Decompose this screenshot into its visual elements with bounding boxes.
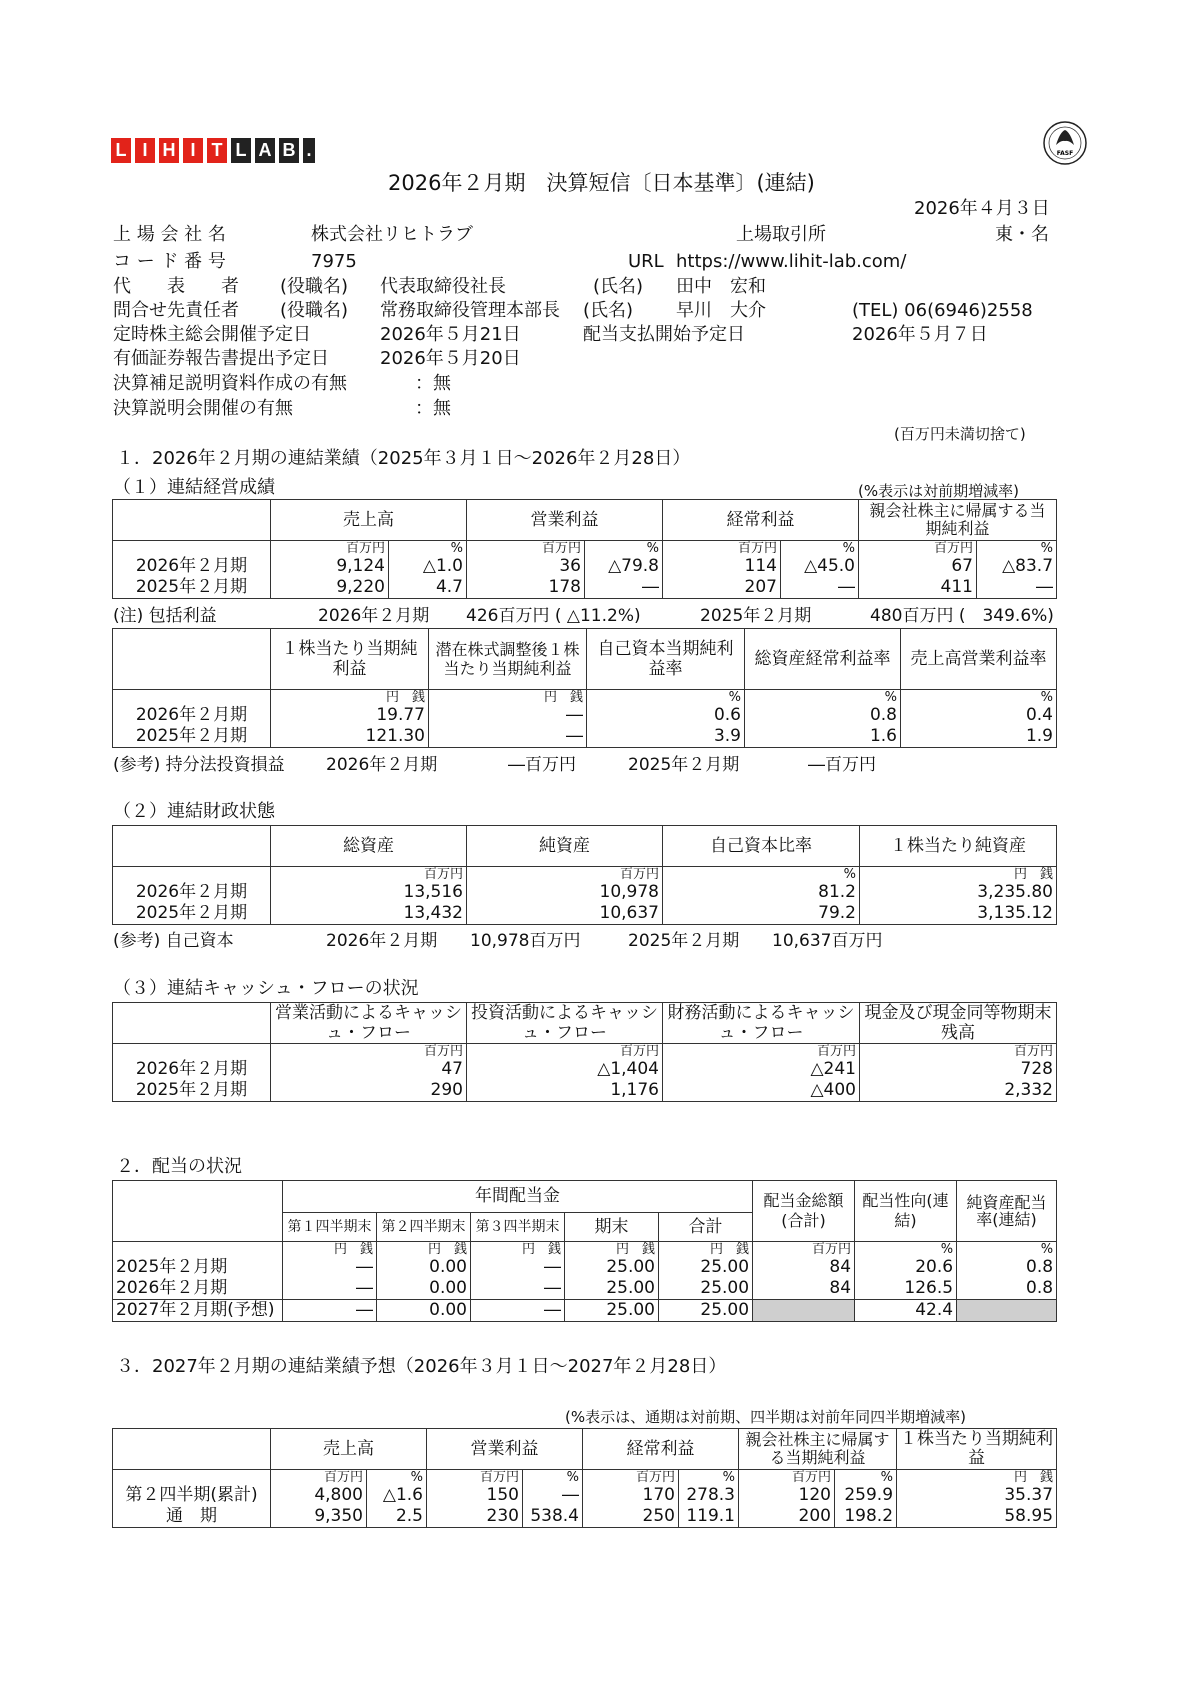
table-row: 2025年２月期 121.30 ― 3.9 1.6 1.9 xyxy=(113,726,1057,748)
seal-label: FASF xyxy=(1056,150,1074,157)
agm-label: 定時株主総会開催予定日 xyxy=(113,324,311,345)
contact-role: 常務取締役管理本部長 xyxy=(380,300,560,321)
equity-value-2: 10,637百万円 xyxy=(772,931,883,951)
code: 7975 xyxy=(311,251,357,272)
comprehensive-income-value-2: 480百万円 ( 349.6%) xyxy=(870,606,1054,626)
page-title: 2026年２月期 決算短信〔日本基準〕(連結) xyxy=(388,171,815,195)
cash-flow-table: 営業活動によるキャッシュ・フロー 投資活動によるキャッシュ・フロー 財務活動によるキャッシュ・フロー 現金及び現金同等物期末残高 百万円 百万円 百万円 百万円 2026年２月期 47 △1,404 △241 728 2025年２月期 290 1,176 △400 2,332 xyxy=(112,1002,1057,1102)
comprehensive-income-label: (注) 包括利益 xyxy=(113,606,217,626)
rep-role: 代表取締役社長 xyxy=(380,276,506,297)
comprehensive-income-period-1: 2026年２月期 xyxy=(318,606,430,626)
equity-label: (参考) 自己資本 xyxy=(113,931,234,951)
equity-method-period-2: 2025年２月期 xyxy=(628,755,740,775)
comprehensive-income-period-2: 2025年２月期 xyxy=(700,606,812,626)
table-row: 2026年２月期 13,516 10,978 81.2 3,235.80 xyxy=(113,882,1057,903)
url-label: URL xyxy=(628,251,664,272)
report-filing-date: 2026年５月20日 xyxy=(380,348,521,369)
equity-value-1: 10,978百万円 xyxy=(470,931,581,951)
equity-period-2: 2025年２月期 xyxy=(628,931,740,951)
exchange-label: 上場取引所 xyxy=(736,224,826,245)
contact-name: 早川 大介 xyxy=(676,300,766,321)
per-share-table: １株当たり当期純利益 潜在株式調整後１株当たり当期純利益 自己資本当期純利益率 総資産経常利益率 売上高営業利益率 円 銭 円 銭 % % % 2026年２月期 19.77 ― 0.6 0.8 0.4 2025年２月期 121.30 ― 3.9 1.6 1.9 xyxy=(112,628,1057,748)
table-row: 2027年２月期(予想) ― 0.00 ― 25.00 25.00 42.4 xyxy=(113,1300,1057,1322)
equity-method-value-2: ―百万円 xyxy=(808,755,876,775)
contact-label: 問合せ先責任者 xyxy=(113,300,239,321)
rep-name-label: (氏名) xyxy=(593,276,644,297)
percent-note: (%表示は対前期増減率) xyxy=(858,482,1019,500)
contact-role-label: (役職名) xyxy=(280,300,349,321)
rep-role-label: (役職名) xyxy=(280,276,349,297)
equity-method-period-1: 2026年２月期 xyxy=(326,755,438,775)
rep-name: 田中 宏和 xyxy=(676,276,766,297)
supplementary-label: 決算補足説明資料作成の有無 xyxy=(113,373,347,394)
table-row: 2025年２月期 ― 0.00 ― 25.00 25.00 84 20.6 0.8 xyxy=(113,1257,1057,1278)
section-3-heading: ３．2027年２月期の連結業績予想（2026年３月１日～2027年２月28日） xyxy=(116,1356,727,1377)
forecast-percent-note: (%表示は、通期は対前期、四半期は対前年同四半期増減率) xyxy=(565,1408,966,1426)
dividend-start-label: 配当支払開始予定日 xyxy=(583,324,745,345)
supplementary-value: ：無 xyxy=(415,373,451,394)
code-label: コ ー ド 番 号 xyxy=(113,251,226,272)
agm-date: 2026年５月21日 xyxy=(380,324,521,345)
table-row: 2025年２月期 9,220 4.7 178 ― 207 ― 411 ― xyxy=(113,577,1057,599)
comprehensive-income-value-1: 426百万円 ( △11.2%) xyxy=(466,606,641,626)
exchange: 東・名 xyxy=(995,224,1049,245)
representative-label: 代 表 者 xyxy=(113,276,239,297)
section-2-heading: ２．配当の状況 xyxy=(116,1156,242,1177)
report-filing-label: 有価証券報告書提出予定日 xyxy=(113,348,329,369)
table-row: 2025年２月期 13,432 10,637 79.2 3,135.12 xyxy=(113,903,1057,925)
table-row: 通 期 9,350 2.5 230 538.4 250 119.1 200 198.2 58.95 xyxy=(113,1506,1057,1528)
table-row: 2026年２月期 ― 0.00 ― 25.00 25.00 84 126.5 0.8 xyxy=(113,1278,1057,1300)
dividends-table: 年間配当金 配当金総額(合計) 配当性向(連結) 純資産配当率(連結) 第１四半期末 第２四半期末 第３四半期末 期末 合計 円 銭 円 銭 円 銭 円 銭 円 銭 百万円 % % 2025年２月期 ― 0.00 ― 25.00 25.00 84 20.6 0.8 2026年２月期 ― 0.00 ― 25.00 25.00 84 126.5 0.8 2027年２月期(予想) ― 0.00 ― 25.00 25.00 42.4 xyxy=(112,1180,1057,1322)
tel: (TEL) 06(6946)2558 xyxy=(852,300,1033,321)
table-row: 2026年２月期 19.77 ― 0.6 0.8 0.4 xyxy=(113,705,1057,726)
table-row: 2025年２月期 290 1,176 △400 2,332 xyxy=(113,1080,1057,1102)
section-1-heading: １．2026年２月期の連結業績（2025年３月１日～2026年２月28日） xyxy=(116,448,691,469)
equity-period-1: 2026年２月期 xyxy=(326,931,438,951)
equity-method-value-1: ―百万円 xyxy=(508,755,576,775)
table-row: 2026年２月期 9,124 △1.0 36 △79.8 114 △45.0 67 △83.7 xyxy=(113,556,1057,577)
briefing-value: ：無 xyxy=(415,398,451,419)
company-name: 株式会社リヒトラブ xyxy=(311,224,473,245)
rounding-note: (百万円未満切捨て) xyxy=(894,425,1026,443)
forecast-table: 売上高 営業利益 経常利益 親会社株主に帰属する当期純利益 １株当たり当期純利益 百万円 % 百万円 % 百万円 % 百万円 % 円 銭 第２四半期(累計) 4,800 △1.6 150 ― 170 278.3 120 259.9 35.37 通 期 9,350 2.5 230 538.4 250 119.1 200 198.2 58.95 xyxy=(112,1428,1057,1528)
company-name-label: 上 場 会 社 名 xyxy=(113,224,226,245)
table-row: 2026年２月期 47 △1,404 △241 728 xyxy=(113,1059,1057,1080)
section-1-2-heading: （２）連結財政状態 xyxy=(113,801,275,822)
financial-position-table: 総資産 純資産 自己資本比率 １株当たり純資産 百万円 百万円 % 円 銭 2026年２月期 13,516 10,978 81.2 3,235.80 2025年２月期 13,432 10,637 79.2 3,135.12 xyxy=(112,825,1057,925)
section-1-1-heading: （１）連結経営成績 xyxy=(113,477,275,498)
operating-results-table: 売上高 営業利益 経常利益 親会社株主に帰属する当期純利益 百万円 % 百万円 % 百万円 % 百万円 % 2026年２月期 9,124 △1.0 36 △79.8 114 △45.0 67 △83.7 2025年２月期 9,220 4.7 178 ― 207 ― 411 ― xyxy=(112,499,1057,599)
table-row: 第２四半期(累計) 4,800 △1.6 150 ― 170 278.3 120 259.9 35.37 xyxy=(113,1485,1057,1506)
dividend-start-date: 2026年５月７日 xyxy=(852,324,988,345)
contact-name-label: (氏名) xyxy=(583,300,634,321)
briefing-label: 決算説明会開催の有無 xyxy=(113,398,293,419)
equity-method-label: (参考) 持分法投資損益 xyxy=(113,755,285,775)
company-url[interactable]: https://www.lihit-lab.com/ xyxy=(676,251,907,272)
fasf-seal-icon xyxy=(1042,120,1088,166)
report-date: 2026年４月３日 xyxy=(914,198,1050,219)
section-1-3-heading: （３）連結キャッシュ・フローの状況 xyxy=(113,978,419,999)
company-logo: L I H I T L A B . xyxy=(111,138,319,163)
